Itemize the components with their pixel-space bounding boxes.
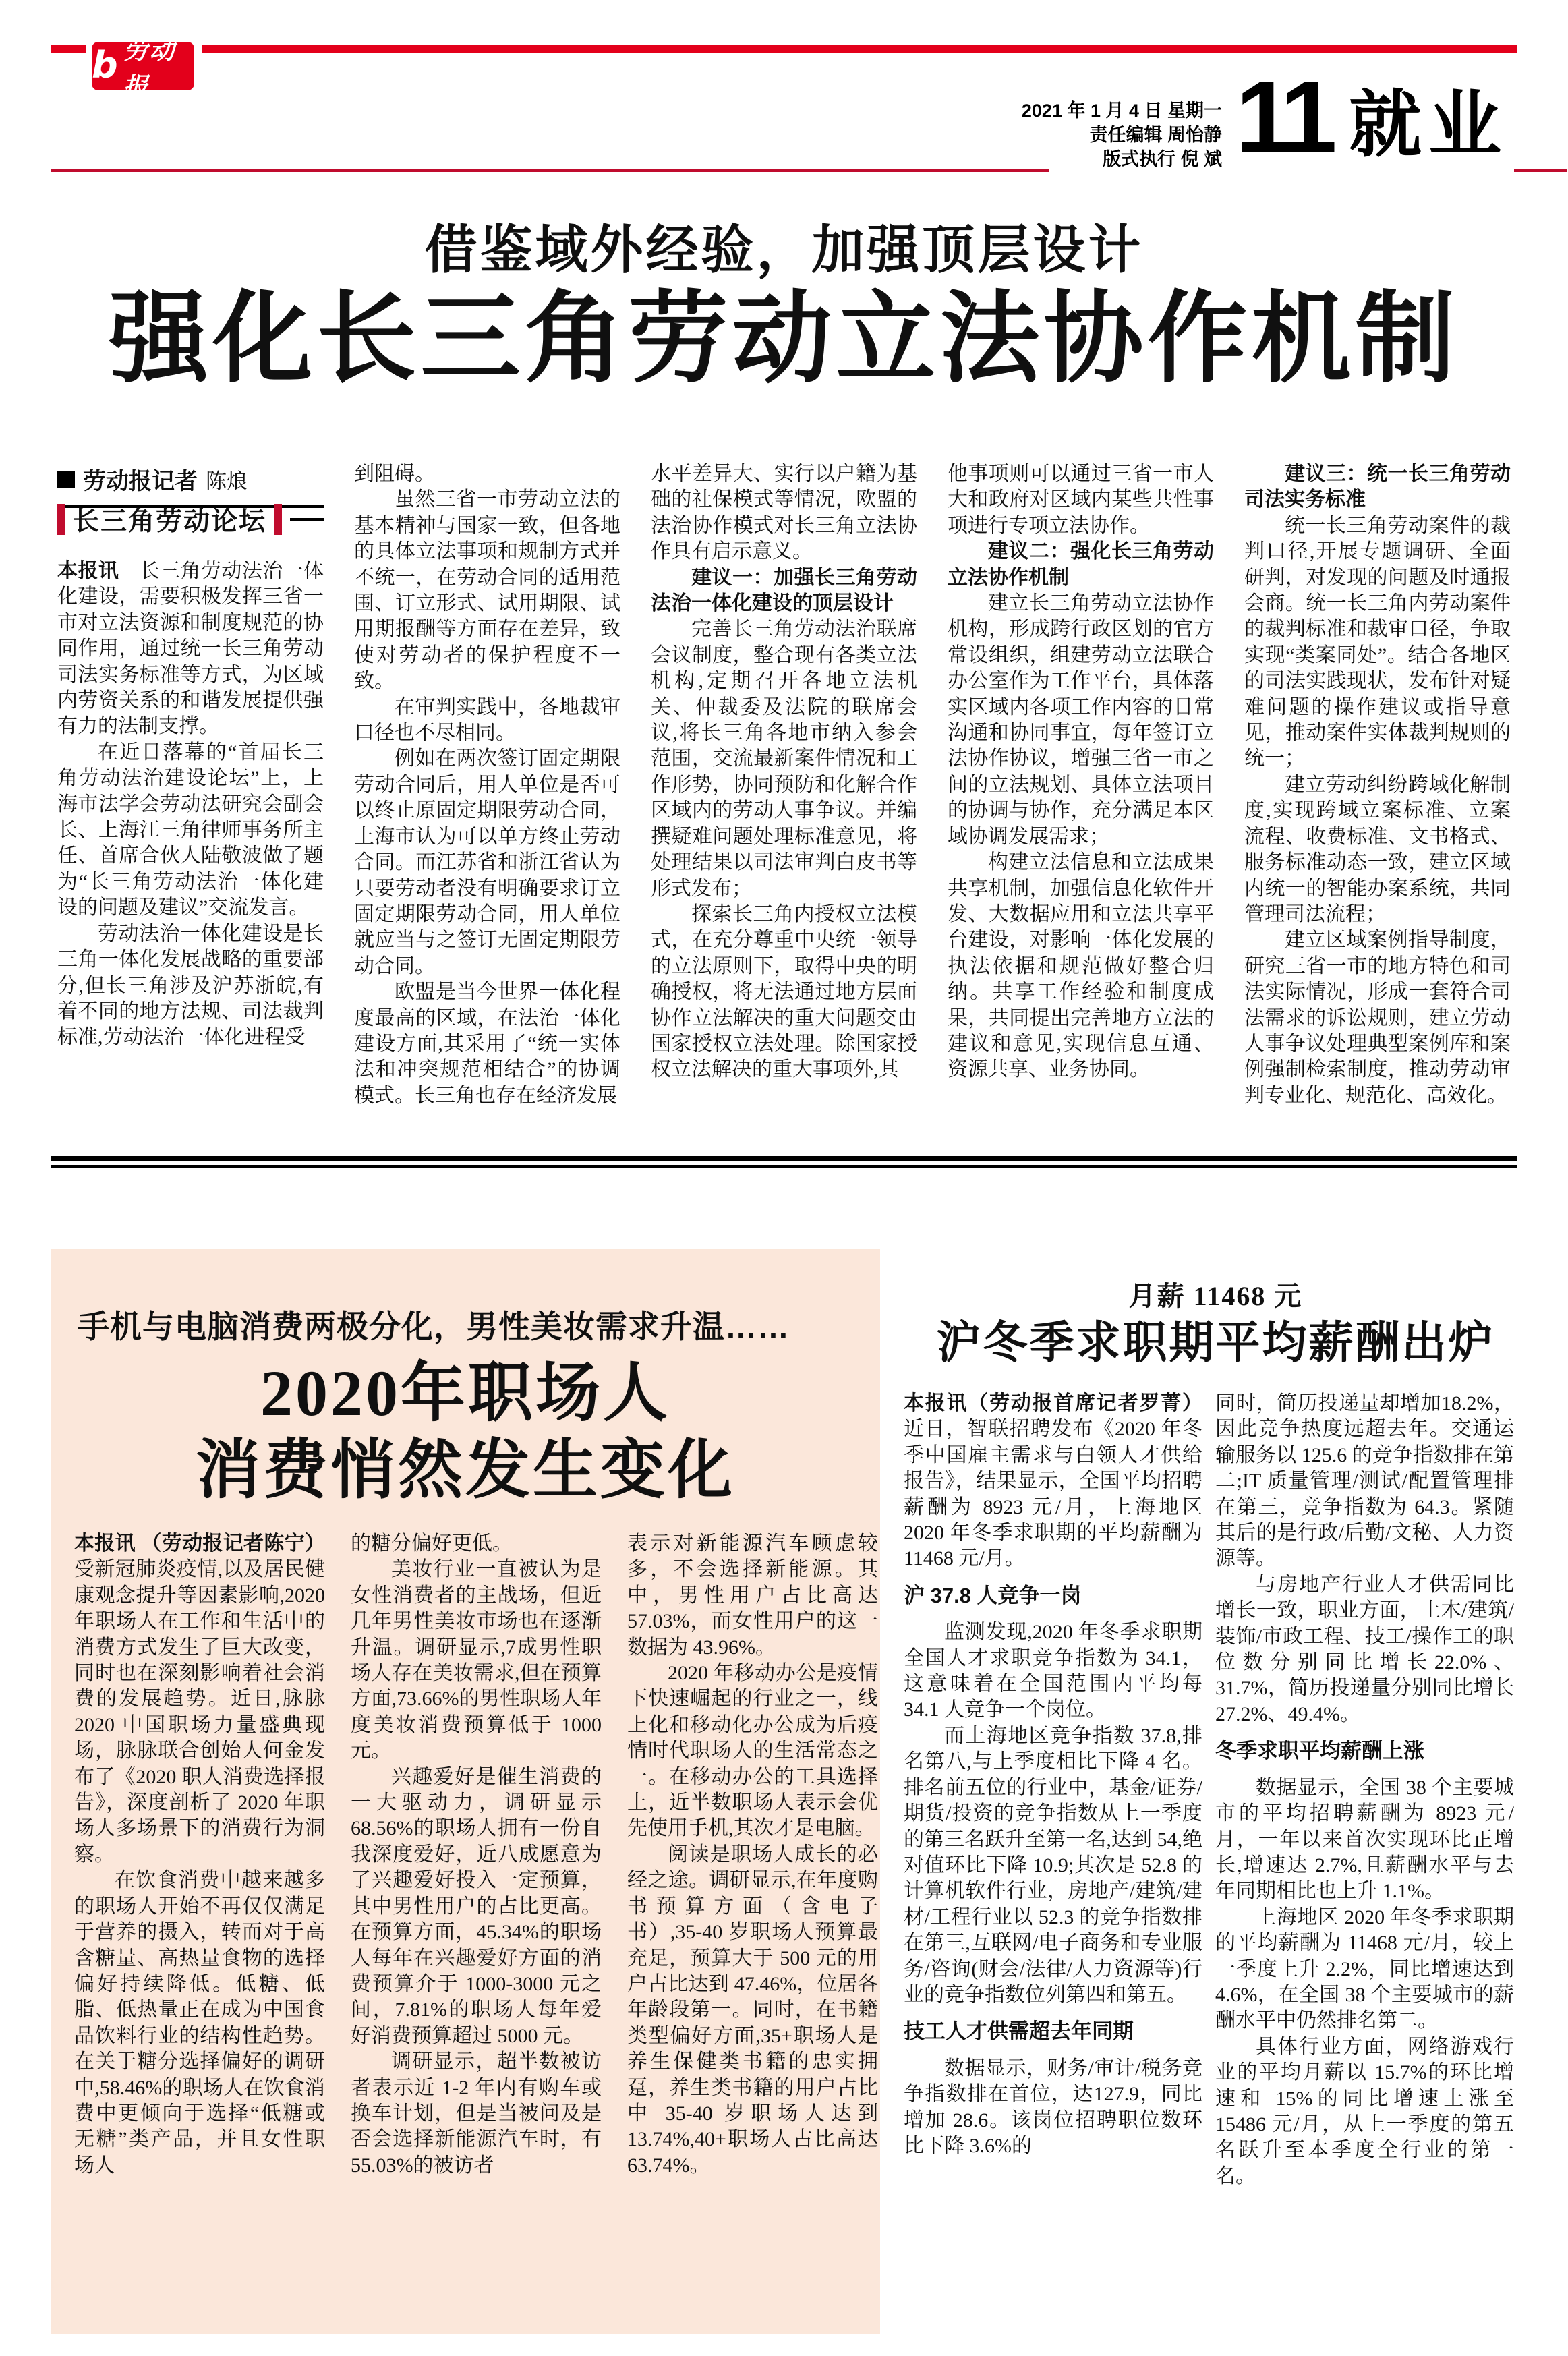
paragraph: 而上海地区竞争指数 37.8,排名第八,与上季度相比下降 4 名。排名前五位的行业中，基金/证券/期货/投资的竞争指数从上一季度的第三名跃升至第一名,达到 54,绝对值环比下降 10.9;其次是 52.8 的计算机软件行业，房地产/建筑/建材/工程行业以 52.3 的竞争指数排在第三,互联网/电子商务和专业服务/咨询(财会/法律/人力资源等)行业的竞争指数位列第四和第五。 <box>904 1724 1202 2006</box>
consumer-column-3 <box>627 1531 878 2179</box>
paragraph: 2020 年移动办公是疫情下快速崛起的行业之一，线上化和移动化办公成为后疫情时代职场人的生活常态之一。在移动办公的工具选择上，近半数职场人表示会优先使用手机,其次才是电脑。 <box>627 1662 878 1840</box>
paragraph: 完善长三角劳动法治联席会议制度，整合现有各类立法机构,定期召开各地立法机关、仲裁委及法院的联席会议,将长三角各地市纳入参会范围，交流最新案件情况和工作形势，协同预防和化解合作区域内的劳动人事争议。并编撰疑难问题处理标准意见，将处理结果以司法审判白皮书等形式发布； <box>651 618 917 900</box>
paragraph: 在饮食消费中越来越多的职场人开始不再仅仅满足于营养的摄入，转而对于高含糖量、高热量食物的选择偏好持续降低。低糖、低脂、低热量正在成为中国食品饮料行业的结构性趋势。在关于糖分选择偏好的调研中,58.46%的职场人在饮食消费中更倾向于选择“低糖或无糖”类产品，并且女性职场人 <box>74 1869 325 2177</box>
lead-column-1 <box>57 558 324 1051</box>
forum-tag-label: 长三角劳动论坛 <box>73 507 267 536</box>
paragraph: 本报讯 长三角劳动法治一体化建设，需要积极发挥三省一市对立法资源和制度规范的协同作用，通过统一长三角劳动司法实务标准等方式，为区域内劳资关系的和谐发展提供强有力的法制支撑。 <box>57 560 324 738</box>
red-bar-icon <box>274 504 282 535</box>
lead-column-3 <box>651 461 917 1083</box>
lead-kicker: 借鉴域外经验，加强顶层设计 <box>424 221 1144 279</box>
subhead: 沪 37.8 人竞争一岗 <box>904 1583 1082 1607</box>
consumer-headline-line1: 2020年职场人 <box>260 1357 670 1429</box>
black-square-icon <box>57 471 75 488</box>
subhead: 建议一：加强长三角劳动法治一体化建设的顶层设计 <box>651 566 917 615</box>
paragraph: 数据显示，财务/审计/税务竞争指数排在首位，达127.9，同比增加 28.6。该岗位招聘职位数环比下降 3.6%的 <box>904 2057 1202 2157</box>
byline-name: 陈烺 <box>206 469 248 493</box>
red-bar-icon <box>57 504 65 535</box>
section-divider-rule <box>51 1156 1517 1168</box>
paragraph: 数据显示，全国 38 个主要城市的平均招聘薪酬为 8923 元/月，一年以来首次实现环比正增长,增速达 2.7%,且薪酬水平与去年同期相比也上升 1.1%。 <box>1215 1776 1514 1903</box>
masthead-rule-right <box>1514 169 1567 172</box>
subhead: 冬季求职平均薪酬上涨 <box>1215 1739 1424 1763</box>
masthead-red-bar-right <box>202 45 1517 53</box>
paragraph: 本报讯（劳动报首席记者罗菁）近日，智联招聘发布《2020 年冬季中国雇主需求与白领人才供给报告》，结果显示，全国平均招聘薪酬为 8923 元/月，上海地区 2020 年冬季求职期的平均薪酬为 11468 元/月。 <box>904 1392 1202 1570</box>
paragraph: 建立劳动纠纷跨域化解制度,实现跨域立案标准、立案流程、收费标准、文书格式、服务标准动态一致，建立区域内统一的智能办案系统，共同管理司法流程； <box>1244 773 1511 925</box>
paragraph: 监测发现,2020 年冬季求职期全国人才求职竞争指数为 34.1，这意味着在全国范围内平均每 34.1 人竞争一个岗位。 <box>904 1621 1202 1721</box>
paragraph: 欧盟是当今世界一体化程度最高的区域，在法治一体化建设方面,其采用了“统一实体法和冲突规范相结合”的协调模式。长三角也存在经济发展 <box>354 981 620 1107</box>
date-line: 2021 年 1 月 4 日 星期一 <box>1021 100 1222 121</box>
salary-column-2 <box>1215 1391 1514 2189</box>
paragraph: 水平差异大、实行以户籍为基础的社保模式等情况，欧盟的法治协作模式对长三角立法协作具有启示意义。 <box>651 463 917 563</box>
subhead: 建议三：统一长三角劳动司法实务标准 <box>1244 463 1511 511</box>
paragraph: 到阻碍。 <box>354 463 435 485</box>
paragraph: 例如在两次签订固定期限劳动合同后，用人单位是否可以终止原固定期限劳动合同，上海市认为可以单方终止劳动合同。而江苏省和浙江省认为只要劳动者没有明确要求订立固定期限劳动合同，用人单位就应当与之签订无固定期限劳动合同。 <box>354 747 620 977</box>
paragraph: 虽然三省一市劳动立法的基本精神与国家一致，但各地的具体立法事项和规制方式并不统一，在劳动合同的适用范围、订立形式、试用期限、试用期报酬等方面存在差异，致使对劳动者的保护程度不一致。 <box>354 488 620 693</box>
paragraph: 探索长三角内授权立法模式，在充分尊重中央统一领导的立法原则下，取得中央的明确授权，将无法通过地方层面协作立法解决的重大问题交由国家授权立法处理。除国家授权立法解决的重大事项外,其 <box>651 902 917 1081</box>
consumer-headline-line2: 消费悄然发生变化 <box>196 1434 735 1506</box>
lead-headline: 强化长三角劳动立法协作机制 <box>109 285 1459 395</box>
consumer-column-1 <box>74 1531 325 2179</box>
lead-column-5 <box>1244 461 1511 1109</box>
paragraph: 统一长三角劳动案件的裁判口径,开展专题调研、全面研判，对发现的问题及时通报会商。统一长三角内劳动案件的裁判标准和裁审口径，争取实现“类案同处”。结合各地区的司法实践现状，发布针对疑难问题的操作建议或指导意见，推动案件实体裁判规则的统一； <box>1244 514 1511 770</box>
paragraph: 美妆行业一直被认为是女性消费者的主战场，但近几年男性美妆市场也在逐渐升温。调研显示,7成男性职场人存在美妆需求,但在预算方面,73.66%的男性职场人年度美妆消费预算低于 1000 元。 <box>351 1558 602 1762</box>
layout-line: 版式执行 倪 斌 <box>1102 149 1222 169</box>
masthead-rule-left <box>51 169 1049 172</box>
consumer-column-2 <box>351 1531 602 2179</box>
lead-column-2 <box>354 461 620 1109</box>
paragraph: 表示对新能源汽车顾虑较多，不会选择新能源。其中，男性用户占比高达 57.03%，而女性用户的这一数据为 43.96%。 <box>627 1532 878 1659</box>
section-title: 就业 <box>1349 84 1509 165</box>
paragraph: 建立长三角劳动立法协作机构，形成跨行政区划的官方常设组织，组建劳动立法联合办公室作为工作平台，具体落实区域内各项工作内容的日常沟通和协同事宜，每年签订立法协作协议，增强三省一市之间的立法规划、具体立法项目的协调与协作，充分满足本区域协调发展需求； <box>948 592 1214 848</box>
paragraph: 在近日落幕的“首届长三角劳动法治建设论坛”上，上海市法学会劳动法研究会副会长、上海江三角律师事务所主任、首席合伙人陆敬波做了题为“长三角劳动法治一体化建设的问题及建议”交流发言。 <box>57 741 324 919</box>
subhead: 建议二：强化长三角劳动立法协作机制 <box>948 540 1214 589</box>
salary-headline: 沪冬季求职期平均薪酬出炉 <box>936 1317 1495 1367</box>
paragraph: 具体行业方面，网络游戏行业的平均月薪以 15.7%的环比增速和 15%的同比增速上涨至 15486 元/月，从上一季度的第五名跃升至本季度全行业的第一名。 <box>1215 2035 1514 2187</box>
paragraph: 构建立法信息和立法成果共享机制，加强信息化软件开发、大数据应用和立法共享平台建设，对影响一体化发展的执法依据和规范做好整合归纳。共享工作经验和制度成果，共同提出完善地方立法的建议和意见,实现信息互通、资源共享、业务协同。 <box>948 851 1214 1081</box>
logo-name: 劳动报 <box>123 37 176 101</box>
paragraph: 劳动法治一体化建设是长三角一体化发展战略的重要部分,但长三角涉及沪苏浙皖,有着不同的地方法规、司法裁判标准,劳动法治一体化进程受 <box>57 922 324 1049</box>
logo-b-icon: b <box>92 43 118 86</box>
byline-role: 劳动报记者 <box>83 469 198 494</box>
tag-rule <box>290 518 324 521</box>
paragraph: 阅读是职场人成长的必经之途。调研显示,在年度购书预算方面（含电子书）,35-40 岁职场人预算最充足，预算大于 500 元的用户占比达到 47.46%，位居各年龄段第一。同时，在书籍类型偏好方面,35+职场人是养生保健类书籍的忠实拥趸，养生类书籍的用户占比中 35-40 岁职场人达到13.74%,40+职场人占比高达 63.74%。 <box>627 1843 878 2177</box>
paragraph: 同时，简历投递量却增加18.2%，因此竞争热度远超去年。交通运输服务以 125.6 的竞争指数排在第二;IT 质量管理/测试/配置管理排在第三，竞争指数为 64.3。紧随其后的是行政/后勤/文秘、人力资源等。 <box>1215 1392 1514 1570</box>
consumer-article <box>51 1249 880 2334</box>
paragraph: 的糖分偏好更低。 <box>351 1532 513 1555</box>
consumer-kicker: 手机与电脑消费两极分化，男性美妆需求升温…… <box>78 1309 790 1344</box>
editor-line: 责任编辑 周怡静 <box>1089 125 1222 145</box>
paragraph: 调研显示，超半数被访者表示近 1-2 年内有购车或换车计划，但是当被问及是否会选择新能源汽车时，有 55.03%的被访者 <box>351 2050 602 2177</box>
page-number: 11 <box>1236 60 1331 175</box>
forum-tag <box>57 500 324 538</box>
paragraph: 与房地产行业人才供需同比增长一致，职业方面，土木/建筑/装饰/市政工程、技工/操作工的职位数分别同比增长22.0%、31.7%，简历投递量分别同比增长 27.2%、49.4%。 <box>1215 1573 1514 1725</box>
paragraph: 上海地区 2020 年冬季求职期的平均薪酬为 11468 元/月，较上一季度上升 2.2%，同比增速达到 4.6%，在全国 38 个主要城市的薪酬水平中仍然排名第二。 <box>1215 1905 1514 2032</box>
masthead-info <box>937 98 1222 171</box>
salary-kicker: 月薪 11468 元 <box>1128 1281 1303 1311</box>
paragraph: 建立区域案例指导制度，研究三省一市的地方特色和司法实际情况，形成一套符合司法需求的诉讼规则，建立劳动人事争议处理典型案例库和案例强制检索制度，推动劳动审判专业化、规范化、高效化。 <box>1244 929 1511 1107</box>
masthead-red-bar-left <box>51 45 86 53</box>
newspaper-logo <box>92 37 194 101</box>
paragraph: 在审判实践中，各地裁审口径也不尽相同。 <box>354 695 620 745</box>
paragraph: 他事项则可以通过三省一市人大和政府对区域内某些共性事项进行专项立法协作。 <box>948 463 1214 537</box>
lead-column-4 <box>948 461 1214 1083</box>
subhead: 技工人才供需超去年同期 <box>904 2019 1134 2044</box>
paragraph: 兴趣爱好是催生消费的一大驱动力，调研显示 68.56%的职场人拥有一份自我深度爱好，近八成愿意为了兴趣爱好投入一定预算，其中男性用户的占比更高。在预算方面，45.34%的职场人每年在兴趣爱好方面的消费预算介于 1000-3000 元之间，7.81%的职场人每年爱好消费预算超过 5000 元。 <box>351 1765 602 2047</box>
paragraph: 本报讯 （劳动报记者陈宁）受新冠肺炎疫情,以及居民健康观念提升等因素影响,2020 年职场人在工作和生活中的消费方式发生了巨大改变，同时也在深刻影响着社会消费的发展趋势。近日,脉脉 2020 中国职场力量盛典现场，脉脉联合创始人何金发布了《2020 职人消费选择报告》，深度剖析了 2020 年职场人多场景下的消费行为洞察。 <box>74 1532 325 1866</box>
salary-column-1 <box>904 1391 1202 2159</box>
